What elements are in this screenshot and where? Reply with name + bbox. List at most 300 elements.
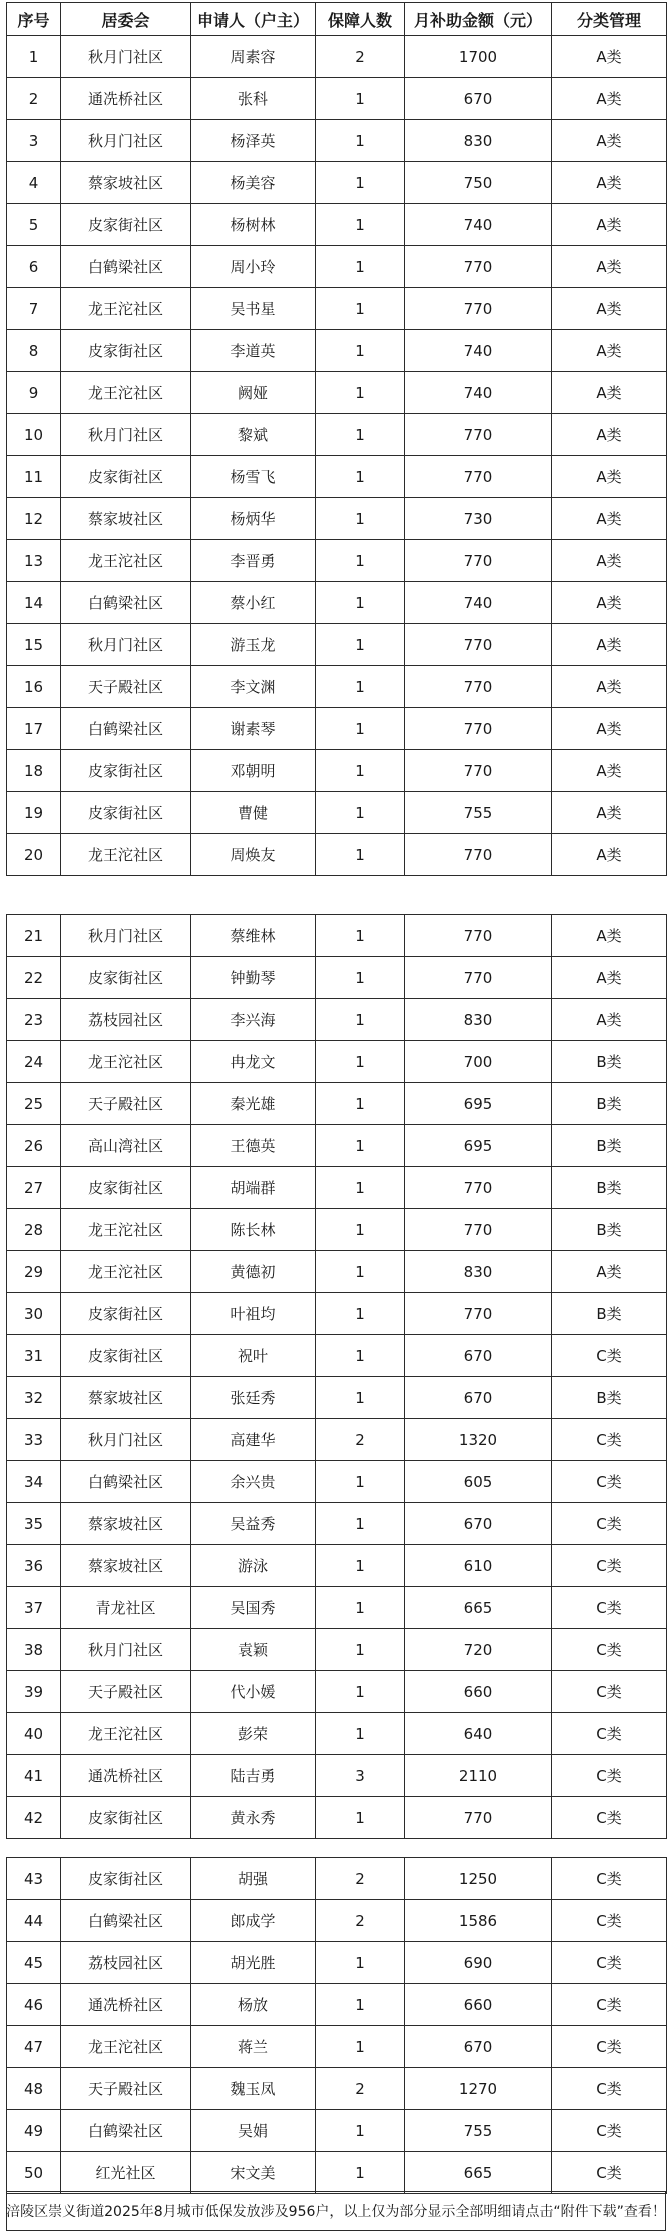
cell-committee: 龙王沱社区	[61, 834, 191, 876]
cell-category: A类	[552, 414, 667, 456]
cell-persons: 1	[316, 1461, 405, 1503]
table-body-2	[7, 915, 667, 1839]
cell-applicant: 蔡小红	[191, 582, 316, 624]
cell-amount: 1320	[405, 1419, 552, 1461]
table-row	[7, 1942, 667, 1984]
cell-persons: 1	[316, 204, 405, 246]
cell-amount: 610	[405, 1545, 552, 1587]
cell-committee: 天子殿社区	[61, 1083, 191, 1125]
table-row	[7, 1377, 667, 1419]
table-row	[7, 120, 667, 162]
cell-committee: 蔡家坡社区	[61, 498, 191, 540]
cell-category: B类	[552, 1167, 667, 1209]
table-row	[7, 288, 667, 330]
cell-category: C类	[552, 1858, 667, 1900]
cell-serial: 49	[7, 2110, 61, 2152]
table-row	[7, 1125, 667, 1167]
cell-serial: 39	[7, 1671, 61, 1713]
cell-persons: 1	[316, 288, 405, 330]
cell-category: C类	[552, 1587, 667, 1629]
cell-amount: 770	[405, 414, 552, 456]
table-row	[7, 1167, 667, 1209]
table-body-3	[7, 1858, 667, 2194]
table-row	[7, 36, 667, 78]
cell-category: A类	[552, 999, 667, 1041]
table-row	[7, 1083, 667, 1125]
cell-category: C类	[552, 1335, 667, 1377]
cell-category: A类	[552, 1251, 667, 1293]
cell-persons: 1	[316, 1167, 405, 1209]
cell-persons: 1	[316, 330, 405, 372]
subsidy-table-continued-2	[6, 1857, 667, 2194]
cell-committee: 龙王沱社区	[61, 540, 191, 582]
cell-applicant: 李文渊	[191, 666, 316, 708]
table-row	[7, 708, 667, 750]
table-row	[7, 1984, 667, 2026]
cell-persons: 1	[316, 834, 405, 876]
cell-amount: 1270	[405, 2068, 552, 2110]
cell-persons: 1	[316, 456, 405, 498]
cell-applicant: 胡端群	[191, 1167, 316, 1209]
cell-applicant: 黄德初	[191, 1251, 316, 1293]
cell-category: B类	[552, 1209, 667, 1251]
footer-note	[6, 2191, 666, 2231]
cell-persons: 1	[316, 162, 405, 204]
cell-amount: 740	[405, 372, 552, 414]
cell-amount: 665	[405, 2152, 552, 2194]
table-row	[7, 1587, 667, 1629]
table-row	[7, 456, 667, 498]
cell-committee: 龙王沱社区	[61, 1251, 191, 1293]
cell-committee: 皮家街社区	[61, 792, 191, 834]
table-header-row	[7, 3, 667, 36]
cell-category: C类	[552, 2152, 667, 2194]
cell-committee: 秋月门社区	[61, 1419, 191, 1461]
cell-amount: 690	[405, 1942, 552, 1984]
cell-serial: 46	[7, 1984, 61, 2026]
cell-applicant: 钟勤琴	[191, 957, 316, 999]
cell-persons: 1	[316, 246, 405, 288]
table-row	[7, 1419, 667, 1461]
cell-category: C类	[552, 1629, 667, 1671]
cell-persons: 1	[316, 582, 405, 624]
cell-amount: 670	[405, 2026, 552, 2068]
cell-committee: 白鹤梁社区	[61, 1900, 191, 1942]
cell-persons: 2	[316, 1858, 405, 1900]
cell-serial: 1	[7, 36, 61, 78]
cell-amount: 695	[405, 1125, 552, 1167]
cell-serial: 41	[7, 1755, 61, 1797]
cell-persons: 1	[316, 666, 405, 708]
cell-serial: 13	[7, 540, 61, 582]
cell-amount: 830	[405, 120, 552, 162]
cell-serial: 25	[7, 1083, 61, 1125]
table-row	[7, 1671, 667, 1713]
cell-applicant: 曹健	[191, 792, 316, 834]
cell-persons: 1	[316, 2026, 405, 2068]
table-row	[7, 2068, 667, 2110]
cell-amount: 770	[405, 456, 552, 498]
cell-applicant: 张廷秀	[191, 1377, 316, 1419]
cell-committee: 皮家街社区	[61, 1167, 191, 1209]
cell-category: C类	[552, 1797, 667, 1839]
table-row	[7, 1900, 667, 1942]
cell-category: A类	[552, 456, 667, 498]
cell-persons: 1	[316, 540, 405, 582]
cell-applicant: 李兴海	[191, 999, 316, 1041]
cell-persons: 1	[316, 1209, 405, 1251]
cell-committee: 青龙社区	[61, 1587, 191, 1629]
cell-persons: 1	[316, 1545, 405, 1587]
subsidy-table-continued	[6, 914, 667, 1839]
cell-category: C类	[552, 1900, 667, 1942]
table-row	[7, 2110, 667, 2152]
cell-serial: 20	[7, 834, 61, 876]
cell-amount: 695	[405, 1083, 552, 1125]
cell-committee: 皮家街社区	[61, 330, 191, 372]
table-row	[7, 1503, 667, 1545]
cell-amount: 770	[405, 1167, 552, 1209]
cell-serial: 24	[7, 1041, 61, 1083]
cell-applicant: 杨树林	[191, 204, 316, 246]
table-row	[7, 1461, 667, 1503]
cell-amount: 670	[405, 1503, 552, 1545]
cell-persons: 1	[316, 792, 405, 834]
cell-committee: 龙王沱社区	[61, 1713, 191, 1755]
cell-category: A类	[552, 330, 667, 372]
cell-amount: 640	[405, 1713, 552, 1755]
table-row	[7, 414, 667, 456]
cell-applicant: 吴国秀	[191, 1587, 316, 1629]
cell-applicant: 黎斌	[191, 414, 316, 456]
cell-category: A类	[552, 288, 667, 330]
cell-applicant: 陆吉勇	[191, 1755, 316, 1797]
cell-amount: 720	[405, 1629, 552, 1671]
cell-amount: 770	[405, 1293, 552, 1335]
cell-category: A类	[552, 957, 667, 999]
table-row	[7, 834, 667, 876]
cell-amount: 2110	[405, 1755, 552, 1797]
table-row	[7, 582, 667, 624]
cell-applicant: 魏玉凤	[191, 2068, 316, 2110]
cell-committee: 秋月门社区	[61, 1629, 191, 1671]
cell-persons: 1	[316, 1629, 405, 1671]
cell-committee: 皮家街社区	[61, 456, 191, 498]
cell-applicant: 李道英	[191, 330, 316, 372]
cell-category: A类	[552, 540, 667, 582]
cell-committee: 龙王沱社区	[61, 288, 191, 330]
cell-serial: 2	[7, 78, 61, 120]
cell-committee: 皮家街社区	[61, 1293, 191, 1335]
cell-applicant: 蒋兰	[191, 2026, 316, 2068]
cell-serial: 35	[7, 1503, 61, 1545]
cell-persons: 1	[316, 1942, 405, 1984]
cell-serial: 27	[7, 1167, 61, 1209]
cell-committee: 蔡家坡社区	[61, 162, 191, 204]
cell-amount: 770	[405, 666, 552, 708]
cell-applicant: 郎成学	[191, 1900, 316, 1942]
cell-amount: 740	[405, 204, 552, 246]
cell-applicant: 宋文美	[191, 2152, 316, 2194]
cell-committee: 龙王沱社区	[61, 1041, 191, 1083]
cell-persons: 1	[316, 1293, 405, 1335]
cell-category: A类	[552, 834, 667, 876]
cell-category: A类	[552, 582, 667, 624]
cell-committee: 白鹤梁社区	[61, 246, 191, 288]
cell-serial: 48	[7, 2068, 61, 2110]
cell-category: C类	[552, 1461, 667, 1503]
cell-amount: 670	[405, 78, 552, 120]
cell-applicant: 陈长林	[191, 1209, 316, 1251]
cell-committee: 通冼桥社区	[61, 1755, 191, 1797]
cell-serial: 21	[7, 915, 61, 957]
cell-amount: 770	[405, 540, 552, 582]
header-applicant: 申请人（户主）	[191, 3, 316, 36]
cell-persons: 1	[316, 957, 405, 999]
cell-serial: 4	[7, 162, 61, 204]
cell-persons: 2	[316, 2068, 405, 2110]
table-row	[7, 1545, 667, 1587]
cell-applicant: 胡强	[191, 1858, 316, 1900]
cell-serial: 17	[7, 708, 61, 750]
cell-category: C类	[552, 1503, 667, 1545]
cell-serial: 10	[7, 414, 61, 456]
table-row	[7, 372, 667, 414]
cell-committee: 皮家街社区	[61, 750, 191, 792]
cell-category: A类	[552, 666, 667, 708]
cell-serial: 6	[7, 246, 61, 288]
cell-serial: 42	[7, 1797, 61, 1839]
table-row	[7, 1209, 667, 1251]
cell-amount: 755	[405, 2110, 552, 2152]
cell-serial: 50	[7, 2152, 61, 2194]
cell-amount: 770	[405, 1797, 552, 1839]
cell-persons: 1	[316, 120, 405, 162]
cell-committee: 天子殿社区	[61, 1671, 191, 1713]
cell-applicant: 张科	[191, 78, 316, 120]
cell-serial: 3	[7, 120, 61, 162]
cell-applicant: 高建华	[191, 1419, 316, 1461]
cell-committee: 皮家街社区	[61, 1797, 191, 1839]
cell-committee: 秋月门社区	[61, 36, 191, 78]
cell-amount: 665	[405, 1587, 552, 1629]
header-category: 分类管理	[552, 3, 667, 36]
cell-category: B类	[552, 1125, 667, 1167]
cell-serial: 33	[7, 1419, 61, 1461]
cell-serial: 7	[7, 288, 61, 330]
cell-committee: 天子殿社区	[61, 2068, 191, 2110]
cell-applicant: 杨美容	[191, 162, 316, 204]
cell-committee: 龙王沱社区	[61, 1209, 191, 1251]
cell-committee: 皮家街社区	[61, 1858, 191, 1900]
header-persons: 保障人数	[316, 3, 405, 36]
table-row	[7, 915, 667, 957]
cell-committee: 白鹤梁社区	[61, 2110, 191, 2152]
cell-category: C类	[552, 2068, 667, 2110]
cell-amount: 830	[405, 1251, 552, 1293]
cell-serial: 45	[7, 1942, 61, 1984]
table-row	[7, 2026, 667, 2068]
cell-persons: 1	[316, 2110, 405, 2152]
cell-serial: 36	[7, 1545, 61, 1587]
cell-serial: 43	[7, 1858, 61, 1900]
cell-amount: 1586	[405, 1900, 552, 1942]
cell-persons: 1	[316, 1335, 405, 1377]
cell-persons: 1	[316, 414, 405, 456]
cell-applicant: 祝叶	[191, 1335, 316, 1377]
cell-committee: 皮家街社区	[61, 1335, 191, 1377]
table-row	[7, 246, 667, 288]
cell-committee: 蔡家坡社区	[61, 1545, 191, 1587]
cell-category: C类	[552, 2110, 667, 2152]
table-row	[7, 624, 667, 666]
cell-committee: 白鹤梁社区	[61, 708, 191, 750]
cell-amount: 770	[405, 1209, 552, 1251]
cell-serial: 22	[7, 957, 61, 999]
cell-serial: 18	[7, 750, 61, 792]
cell-category: A类	[552, 246, 667, 288]
cell-persons: 1	[316, 78, 405, 120]
cell-serial: 34	[7, 1461, 61, 1503]
cell-category: C类	[552, 1984, 667, 2026]
cell-serial: 23	[7, 999, 61, 1041]
cell-amount: 770	[405, 624, 552, 666]
table-row	[7, 666, 667, 708]
cell-persons: 1	[316, 1251, 405, 1293]
cell-committee: 秋月门社区	[61, 915, 191, 957]
table-row	[7, 162, 667, 204]
table-row	[7, 1335, 667, 1377]
cell-applicant: 阙娅	[191, 372, 316, 414]
cell-serial: 29	[7, 1251, 61, 1293]
cell-committee: 通冼桥社区	[61, 78, 191, 120]
cell-category: C类	[552, 1671, 667, 1713]
cell-amount: 730	[405, 498, 552, 540]
cell-amount: 700	[405, 1041, 552, 1083]
cell-applicant: 胡光胜	[191, 1942, 316, 1984]
table-row	[7, 957, 667, 999]
cell-persons: 3	[316, 1755, 405, 1797]
cell-amount: 660	[405, 1984, 552, 2026]
cell-persons: 1	[316, 1125, 405, 1167]
cell-persons: 1	[316, 498, 405, 540]
cell-persons: 1	[316, 624, 405, 666]
table-body-1	[7, 36, 667, 876]
cell-category: A类	[552, 792, 667, 834]
table-row	[7, 1041, 667, 1083]
table-row	[7, 999, 667, 1041]
cell-applicant: 游泳	[191, 1545, 316, 1587]
cell-applicant: 吴书星	[191, 288, 316, 330]
cell-persons: 1	[316, 372, 405, 414]
header-amount: 月补助金额（元）	[405, 3, 552, 36]
cell-committee: 白鹤梁社区	[61, 1461, 191, 1503]
cell-applicant: 杨雪飞	[191, 456, 316, 498]
cell-category: B类	[552, 1083, 667, 1125]
cell-amount: 750	[405, 162, 552, 204]
cell-committee: 秋月门社区	[61, 414, 191, 456]
table-segment-3	[6, 1857, 666, 2194]
table-row	[7, 1629, 667, 1671]
cell-committee: 荔枝园社区	[61, 1942, 191, 1984]
cell-category: A类	[552, 78, 667, 120]
cell-applicant: 黄永秀	[191, 1797, 316, 1839]
cell-amount: 670	[405, 1377, 552, 1419]
cell-serial: 32	[7, 1377, 61, 1419]
cell-amount: 740	[405, 582, 552, 624]
cell-persons: 2	[316, 1900, 405, 1942]
cell-applicant: 李晋勇	[191, 540, 316, 582]
cell-applicant: 袁颖	[191, 1629, 316, 1671]
cell-category: B类	[552, 1041, 667, 1083]
cell-persons: 2	[316, 36, 405, 78]
cell-applicant: 谢素琴	[191, 708, 316, 750]
header-committee: 居委会	[61, 3, 191, 36]
cell-serial: 31	[7, 1335, 61, 1377]
cell-persons: 1	[316, 1503, 405, 1545]
cell-applicant: 代小媛	[191, 1671, 316, 1713]
cell-committee: 白鹤梁社区	[61, 582, 191, 624]
cell-amount: 660	[405, 1671, 552, 1713]
table-row	[7, 498, 667, 540]
cell-applicant: 秦光雄	[191, 1083, 316, 1125]
cell-applicant: 王德英	[191, 1125, 316, 1167]
cell-committee: 蔡家坡社区	[61, 1503, 191, 1545]
cell-committee: 蔡家坡社区	[61, 1377, 191, 1419]
cell-applicant: 周素容	[191, 36, 316, 78]
cell-applicant: 周小玲	[191, 246, 316, 288]
table-row	[7, 78, 667, 120]
cell-persons: 1	[316, 1587, 405, 1629]
cell-committee: 通冼桥社区	[61, 1984, 191, 2026]
cell-serial: 38	[7, 1629, 61, 1671]
cell-category: A类	[552, 36, 667, 78]
cell-persons: 1	[316, 1713, 405, 1755]
cell-persons: 1	[316, 708, 405, 750]
cell-committee: 秋月门社区	[61, 624, 191, 666]
cell-amount: 770	[405, 957, 552, 999]
cell-serial: 15	[7, 624, 61, 666]
cell-committee: 龙王沱社区	[61, 2026, 191, 2068]
cell-persons: 1	[316, 1984, 405, 2026]
cell-category: A类	[552, 750, 667, 792]
table-row	[7, 1713, 667, 1755]
cell-amount: 830	[405, 999, 552, 1041]
cell-serial: 28	[7, 1209, 61, 1251]
cell-serial: 40	[7, 1713, 61, 1755]
cell-committee: 天子殿社区	[61, 666, 191, 708]
table-row	[7, 1755, 667, 1797]
cell-persons: 1	[316, 1377, 405, 1419]
cell-applicant: 吴益秀	[191, 1503, 316, 1545]
table-row	[7, 750, 667, 792]
cell-committee: 荔枝园社区	[61, 999, 191, 1041]
cell-committee: 高山湾社区	[61, 1125, 191, 1167]
cell-amount: 770	[405, 708, 552, 750]
cell-amount: 1250	[405, 1858, 552, 1900]
cell-serial: 19	[7, 792, 61, 834]
table-row	[7, 2152, 667, 2194]
cell-applicant: 冉龙文	[191, 1041, 316, 1083]
cell-applicant: 邓朝明	[191, 750, 316, 792]
cell-applicant: 余兴贵	[191, 1461, 316, 1503]
cell-category: A类	[552, 162, 667, 204]
cell-category: C类	[552, 2026, 667, 2068]
table-row	[7, 1251, 667, 1293]
cell-serial: 11	[7, 456, 61, 498]
table-row	[7, 540, 667, 582]
cell-category: C类	[552, 1545, 667, 1587]
